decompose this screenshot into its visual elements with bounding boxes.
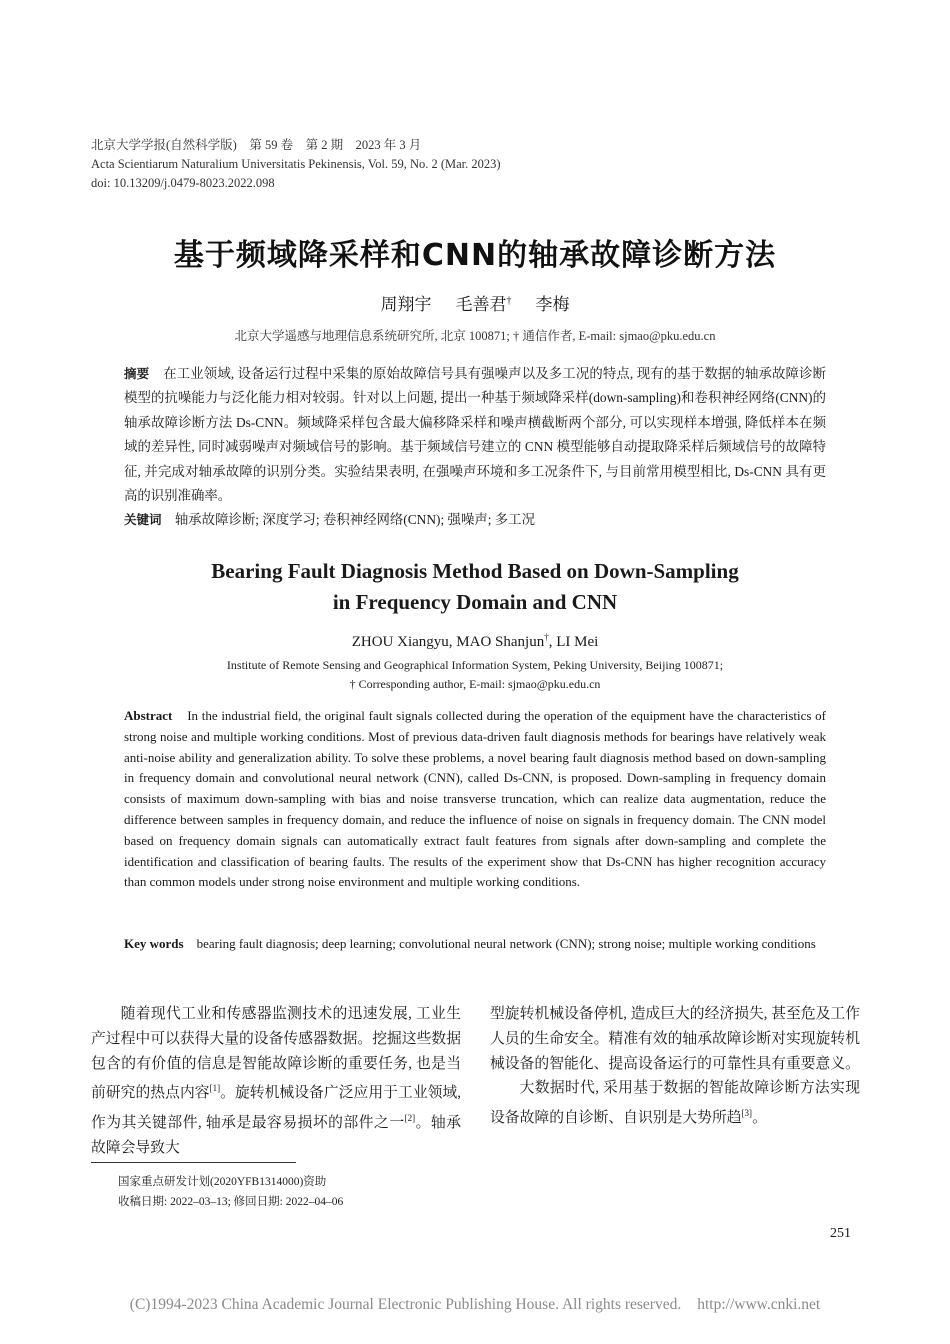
body-paragraph: [490, 1076, 860, 1131]
author-1: 周翔宇: [380, 295, 432, 314]
authors-en-part2: , LI Mei: [548, 634, 599, 650]
paper-title-en-line1: Bearing Fault Diagnosis Method Based on Down-Sampling: [211, 559, 739, 583]
paper-title-en-line2: in Frequency Domain and CNN: [332, 590, 618, 614]
keywords-cn-text: 轴承故障诊断; 深度学习; 卷积神经网络(CNN); 强噪声; 多工况: [174, 512, 535, 527]
abstract-cn-text: 在工业领域, 设备运行过程中采集的原始故障信号具有强噪声以及多工况的特点, 现有的基于数据的轴承故障诊断模型的抗噪能力与泛化能力相对较弱。针对以上问题, 提出一种基于频域降采样(down-sampling)和卷积神经网络(CNN)的轴承故障诊断方法 Ds-CNN。频域降采样包含最大偏移降采样和噪声横截断两个部分, 可以实现样本增强, 降低样本在频域的差异性, 同时减弱噪声对频域信号的影响。基于频域信号建立的 CNN 模型能够自动提取降采样后频域信号的故障特征, 并完成对轴承故障的识别分类。实验结果表明, 在强噪声环境和多工况条件下, 与目前常用模型相比, Ds-CNN 具有更高的识别准确率。: [124, 366, 826, 504]
journal-citation-cn: 北京大学学报(自然科学版) 第 59 卷 第 2 期 2023 年 3 月: [91, 138, 422, 152]
affiliation-en-line2: † Corresponding author, E-mail: sjmao@pku.edu.cn: [349, 677, 601, 691]
abstract-en-label: Abstract: [124, 708, 173, 723]
body-text: 大数据时代, 采用基于数据的智能故障诊断方法实现设备故障的自诊断、自识别是大势所趋: [490, 1080, 860, 1127]
copyright-watermark: [0, 1296, 950, 1314]
footnote-divider: [91, 1162, 296, 1163]
keywords-en: [124, 934, 826, 955]
abstract-cn: [124, 362, 826, 508]
abstract-en: [124, 706, 826, 893]
citation-ref[interactable]: [3]: [741, 1108, 753, 1119]
journal-citation-en: Acta Scientiarum Naturalium Universitatis Pekinensis, Vol. 59, No. 2 (Mar. 2023): [91, 157, 501, 171]
affiliation-en-line1: Institute of Remote Sensing and Geographical Information System, Peking University, Beijing 100871;: [226, 658, 724, 672]
body-paragraph: [91, 1002, 461, 1161]
keywords-en-label: Key words: [124, 936, 184, 951]
corresponding-mark-en: †: [544, 632, 549, 642]
citation-ref[interactable]: [2]: [404, 1113, 416, 1124]
doi: doi: 10.13209/j.0479-8023.2022.098: [91, 176, 275, 190]
affiliation-cn: 北京大学遥感与地理信息系统研究所, 北京 100871; † 通信作者, E-mail: sjmao@pku.edu.cn: [234, 329, 716, 343]
abstract-en-text: In the industrial field, the original fault signals collected during the operation of the equipment have the characteristics of strong noise and multiple working conditions. Most of previous data-driven fault diagnosis methods for bearings have relatively weak anti-noise ability and generalization ability. To solve these problems, a novel bearing fault diagnosis method based on down-sampling in frequency domain and convolutional neural network (CNN), called Ds-CNN, is proposed. Down-sampling in frequency domain consists of maximum down-sampling with bias and noise transverse truncation, which can realize data augmentation, reduce the difference between samples in frequency domain, and reduce the influence of noise on signals in frequency domain. The CNN model based on frequency domain signals can automatically extract fault features from signals after down-sampling and complete the identification and classification of bearing faults. The results of the experiment show that Ds-CNN has higher recognition accuracy than common models under strong noise environment and multiple working conditions.: [124, 708, 826, 890]
body-text: 。: [752, 1110, 767, 1127]
keywords-en-text: bearing fault diagnosis; deep learning; convolutional neural network (CNN); strong noise; multiple working conditions: [196, 936, 816, 951]
citation-ref[interactable]: [1]: [209, 1083, 221, 1094]
footnote: [118, 1172, 343, 1212]
abstract-cn-label: 摘要: [124, 366, 150, 381]
body-text: 。旋转机械设备广泛应用于工业领域, 作为其关键部件, 轴承是最容易损坏的部件之一: [91, 1085, 461, 1132]
page-number: 251: [830, 1226, 851, 1241]
author-2-name: 毛善君: [455, 295, 507, 314]
author-3: 李梅: [535, 295, 570, 314]
journal-header: [91, 136, 501, 193]
cnki-link[interactable]: http://www.cnki.net: [697, 1296, 821, 1313]
author-2: [456, 295, 512, 314]
funding-note: 国家重点研发计划(2020YFB1314000)资助: [118, 1176, 327, 1188]
corresponding-mark: †: [506, 295, 512, 307]
authors-en: [0, 632, 950, 651]
paper-title-cn: 基于频域降采样和CNN的轴承故障诊断方法: [173, 238, 777, 273]
copyright-text: (C)1994-2023 China Academic Journal Electronic Publishing House. All rights reserved.: [129, 1296, 682, 1313]
body-text: 。轴承故障会导致大: [91, 1115, 461, 1156]
body-paragraph: 型旋转机械设备停机, 造成巨大的经济损失, 甚至危及工作人员的生命安全。精准有效的轴承故障诊断对实现旋转机械设备的智能化、提高设备运行的可靠性具有重要意义。: [490, 1006, 860, 1072]
authors-en-part1: ZHOU Xiangyu, MAO Shanjun: [351, 634, 545, 650]
keywords-cn-label: 关键词: [124, 512, 162, 527]
body-text: 随着现代工业和传感器监测技术的迅速发展, 工业生产过程中可以获得大量的设备传感器数据。挖掘这些数据包含的有价值的信息是智能故障诊断的重要任务, 也是当前研究的热点内容: [91, 1006, 461, 1102]
body-column-left: [91, 1002, 461, 1161]
body-column-right: [490, 1002, 860, 1131]
affiliation-en: [0, 656, 950, 694]
authors-cn: [0, 290, 950, 315]
paper-title-en: [0, 556, 950, 618]
dates-note: 收稿日期: 2022–03–13; 修回日期: 2022–04–06: [118, 1196, 344, 1208]
keywords-cn: [124, 509, 826, 531]
